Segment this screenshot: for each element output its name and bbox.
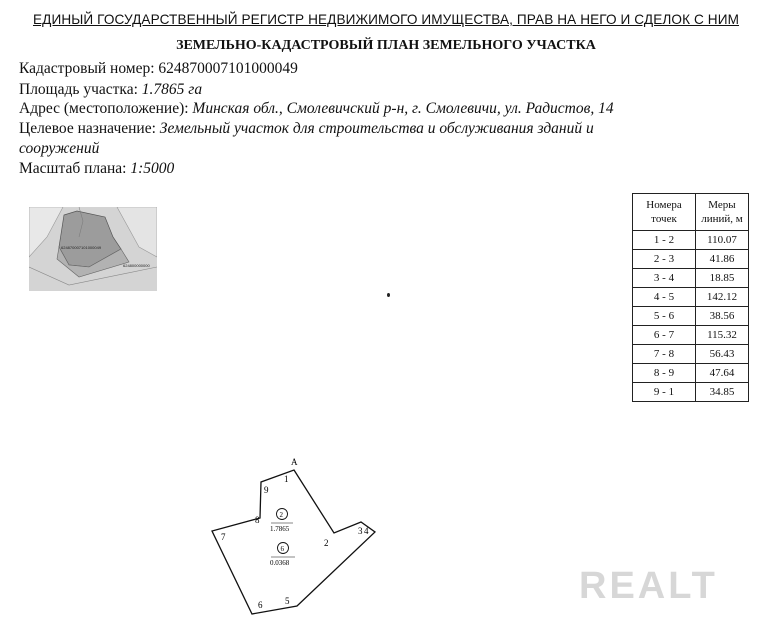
vertex-label-3: 3 (358, 526, 363, 536)
zone1-area: 1.7865 (270, 525, 290, 533)
parcel-boundary (212, 470, 375, 614)
area-label: Площадь участка: (19, 81, 138, 98)
zone2-number: 6 (280, 545, 284, 553)
vertex-label-8: 8 (255, 515, 260, 525)
area-value: 1.7865 га (141, 81, 203, 98)
col-length-header: Меры линий, м (696, 194, 749, 231)
minimap-parcel-label: 624870007101000049 (61, 245, 102, 250)
table-row: 4 - 5 142.12 (633, 288, 749, 307)
vertex-label-2: 2 (324, 538, 329, 548)
col-points-header: Номера точек (633, 194, 696, 231)
cadastral-label: Кадастровый номер: (19, 60, 155, 77)
vertex-label-7: 7 (221, 532, 226, 542)
table-row: 8 - 9 47.64 (633, 364, 749, 383)
address-label: Адрес (местоположение): (19, 100, 189, 117)
plan-title: ЗЕМЕЛЬНО-КАДАСТРОВЫЙ ПЛАН ЗЕМЕЛЬНОГО УЧАСТКА (176, 38, 596, 53)
vertex-label-5: 5 (285, 596, 290, 606)
zone1-number: 2 (279, 511, 283, 519)
table-row: 5 - 6 38.56 (633, 307, 749, 326)
table-row: 3 - 4 18.85 (633, 269, 749, 288)
zone2-area: 0.0368 (270, 559, 290, 567)
purpose-value-1: Земельный участок для строительства и обслуживания зданий и (159, 120, 594, 137)
north-label: A (291, 457, 298, 467)
registry-header: ЕДИНЫЙ ГОСУДАРСТВЕННЫЙ РЕГИСТР НЕДВИЖИМОГО ИМУЩЕСТВА, ПРАВ НА НЕГО И СДЕЛОК С НИМ (33, 12, 739, 27)
address-value: Минская обл., Смолевичский р-н, г. Смолевичи, ул. Радистов, 14 (192, 100, 614, 117)
scale-value: 1:5000 (130, 160, 175, 177)
table-row: 9 - 1 34.85 (633, 383, 749, 402)
purpose-value-2: сооружений (19, 140, 100, 157)
table-row: 6 - 7 115.32 (633, 326, 749, 345)
table-row: 2 - 3 41.86 (633, 250, 749, 269)
table-row: 7 - 8 56.43 (633, 345, 749, 364)
vertex-label-1: 1 (284, 474, 289, 484)
table-row: 1 - 2 110.07 (633, 231, 749, 250)
vertex-label-9: 9 (264, 485, 269, 495)
scale-label: Масштаб плана: (19, 160, 127, 177)
minimap-neighbor-label: 624800000000 (123, 263, 150, 268)
watermark-logo: REALT (579, 565, 718, 607)
cadastral-value: 624870007101000049 (158, 60, 298, 77)
vertex-label-6: 6 (258, 600, 263, 610)
purpose-label: Целевое назначение: (19, 120, 156, 137)
vertex-label-4: 4 (364, 526, 369, 536)
